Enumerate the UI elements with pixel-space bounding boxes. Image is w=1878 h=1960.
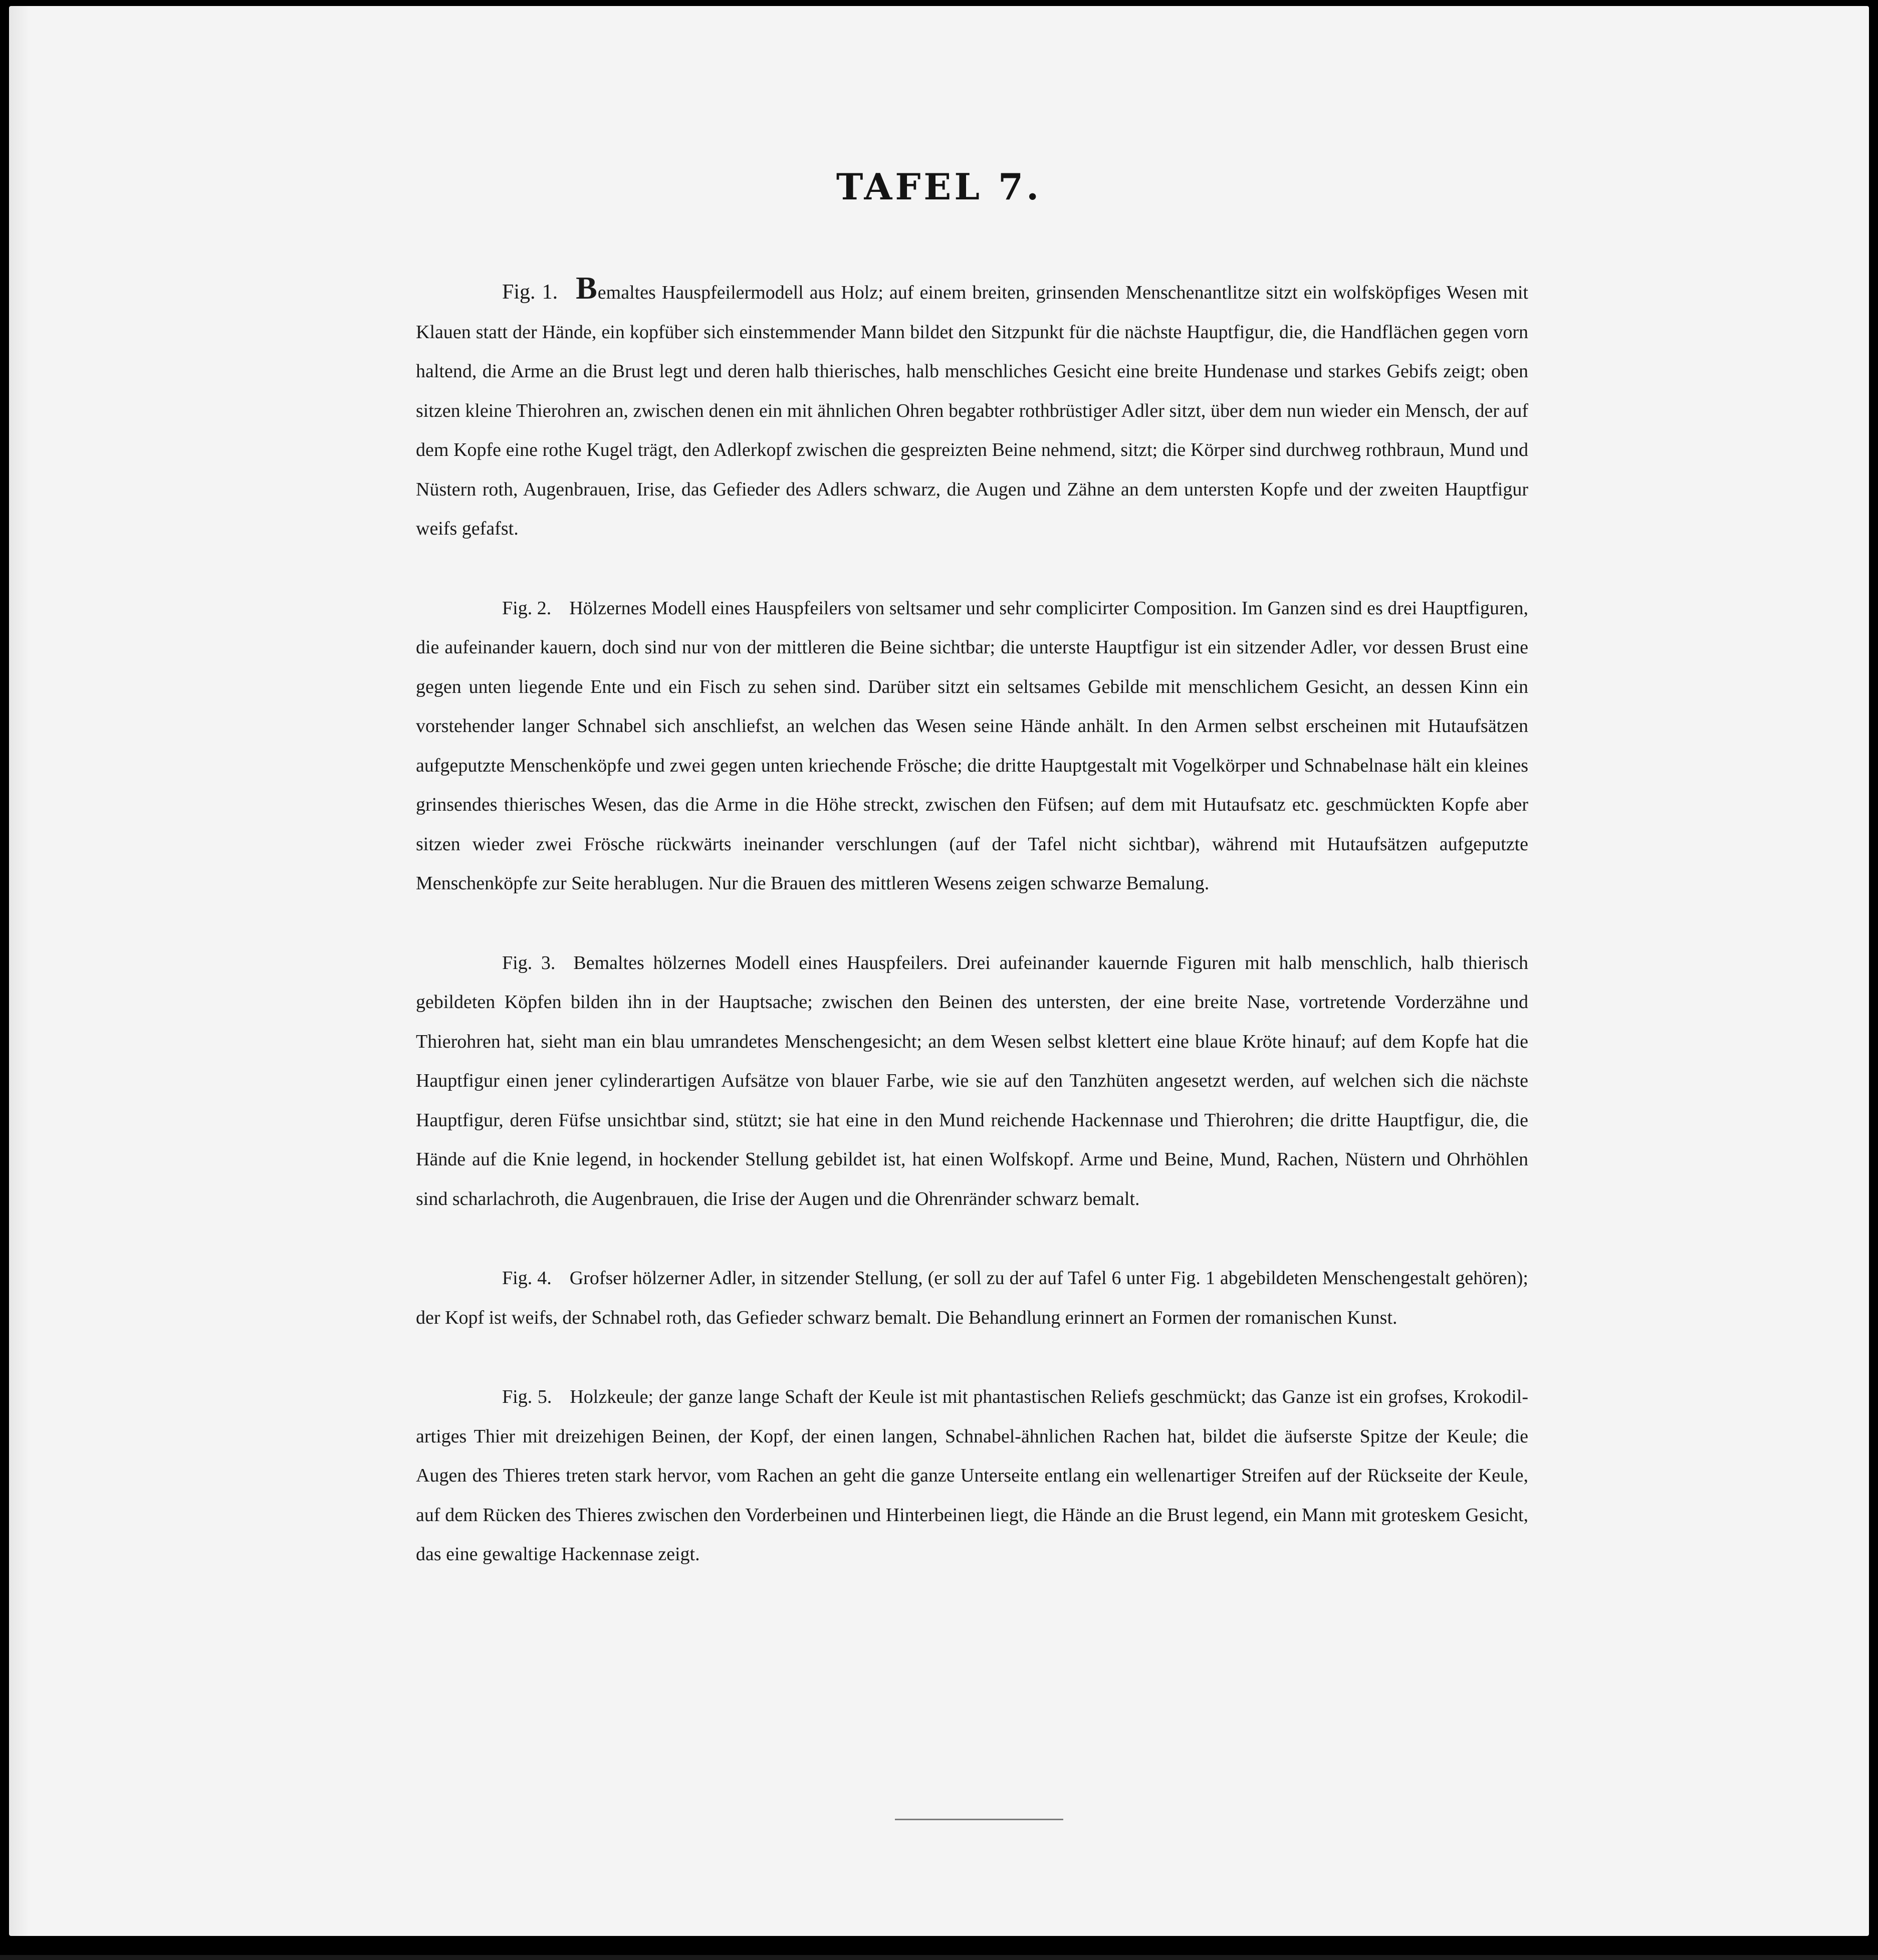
paragraph-fig-4: [416, 1259, 1528, 1337]
paragraph-text: emaltes Hauspfeilermodell aus Holz; auf einem breiten, grinsenden Menschenantlitze sitzt ein wolfsköpfiges Wesen mit Klauen statt der Hände, ein kopfüber sich einstemmender Mann bildet den Sitzpunkt für die nächste Hauptfigur, die, die Handflächen gegen vorn haltend, die Arme an die Brust legt und deren halb thierisches, halb menschliches Gesicht eine breite Hundenase und starkes Gebifs zeigt; oben sitzen kleine Thierohren an, zwischen denen ein mit ähnlichen Ohren begabter rothbrüstiger Adler sitzt, über dem nun wieder ein Mensch, der auf dem Kopfe eine rothe Kugel trägt, den Adlerkopf zwischen die gespreizten Beine nehmend, sitzt; die Körper sind durchweg rothbraun, Mund und Nüstern roth, Augenbrauen, Irise, das Gefieder des Adlers schwarz, die Augen und Zähne an dem untersten Kopfe und der zweiten Hauptfigur weifs gefafst.: [416, 282, 1528, 539]
figure-label: Fig. 2.: [502, 597, 552, 619]
drop-initial: B: [576, 270, 598, 306]
scanned-page: [9, 6, 1869, 1936]
paragraph-fig-1: [416, 270, 1528, 549]
figure-label: Fig. 3.: [502, 952, 556, 973]
figure-label: Fig. 1.: [502, 281, 558, 304]
paragraph-fig-2: [416, 589, 1528, 903]
figure-label: Fig. 4.: [502, 1268, 552, 1289]
page-shadow: [9, 6, 29, 1936]
scan-bottom-edge: [0, 1955, 1878, 1960]
paragraph-text: Grofser hölzerner Adler, in sitzender Stellung, (er soll zu der auf Tafel 6 unter Fig. 1 abgebildeten Menschengestalt gehören); der Kopf ist weifs, der Schnabel roth, das Gefieder schwarz bemalt. Die Behandlung erinnert an Formen der romanischen Kunst.: [416, 1268, 1528, 1328]
end-rule-divider: [895, 1819, 1063, 1820]
plate-description: [416, 270, 1528, 1574]
paragraph-text: Hölzernes Modell eines Hauspfeilers von seltsamer und sehr complicirter Composition. Im Ganzen sind es drei Hauptfiguren, die aufeinander kauern, doch sind nur von der mittleren die Beine sichtbar; die unterste Hauptfigur ist ein sitzender Adler, vor dessen Brust eine gegen unten liegende Ente und ein Fisch zu sehen sind. Darüber sitzt ein seltsames Gebilde mit menschlichem Gesicht, an dessen Kinn ein vorstehender langer Schnabel sich anschliefst, an welchen das Wesen seine Hände anhält. In den Armen selbst erscheinen mit Hutaufsätzen aufgeputzte Menschenköpfe und zwei gegen unten kriechende Frösche; die dritte Hauptgestalt mit Vogelkörper und Schnabelnase hält ein kleines grinsendes thierisches Wesen, das die Arme in die Höhe streckt, zwischen den Füfsen; auf dem mit Hutaufsatz etc. geschmückten Kopfe aber sitzen wieder zwei Frösche rückwärts ineinander verschlungen (auf der Tafel nicht sichtbar), während mit Hutaufsätzen aufgeputzte Menschenköpfe zur Seite herablugen. Nur die Brauen des mittleren Wesens zeigen schwarze Bemalung.: [416, 597, 1528, 894]
figure-label: Fig. 5.: [502, 1386, 552, 1407]
paragraph-fig-5: [416, 1377, 1528, 1574]
paragraph-text: Bemaltes hölzernes Modell eines Hauspfeilers. Drei aufeinander kauernde Figuren mit halb menschlich, halb thierisch gebildeten Köpfen bilden ihn in der Hauptsache; zwischen den Beinen des untersten, der eine breite Nase, vortretende Vorderzähne und Thierohren hat, sieht man ein blau umrandetes Menschengesicht; an dem Wesen selbst klettert eine blaue Kröte hinauf; auf dem Kopfe hat die Hauptfigur einen jener cylinderartigen Aufsätze von blauer Farbe, wie sie auf den Tanzhüten angesetzt werden, auf welchen sich die nächste Hauptfigur, deren Füfse unsichtbar sind, stützt; sie hat eine in den Mund reichende Hackennase und Thierohren; die dritte Hauptfigur, die, die Hände auf die Knie legend, in hockender Stellung gebildet ist, hat einen Wolfskopf. Arme und Beine, Mund, Rachen, Nüstern und Ohrhöhlen sind scharlachroth, die Augenbrauen, die Irise der Augen und die Ohrenränder schwarz bemalt.: [416, 952, 1528, 1209]
page-title: TAFEL 7.: [836, 165, 1042, 208]
paragraph-text: Holzkeule; der ganze lange Schaft der Keule ist mit phantastischen Reliefs geschmückt; das Ganze ist ein grofses, Krokodil-artiges Thier mit dreizehigen Beinen, der Kopf, der einen langen, Schnabel-ähnlichen Rachen hat, bildet die äufserste Spitze der Keule; die Augen des Thieres treten stark hervor, vom Rachen an geht die ganze Unterseite entlang ein wellenartiger Streifen auf der Rückseite der Keule, auf dem Rücken des Thieres zwischen den Vorderbeinen und Hinterbeinen liegt, die Hände an die Brust legend, ein Mann mit groteskem Gesicht, das eine gewaltige Hackennase zeigt.: [416, 1386, 1528, 1565]
paragraph-fig-3: [416, 943, 1528, 1219]
